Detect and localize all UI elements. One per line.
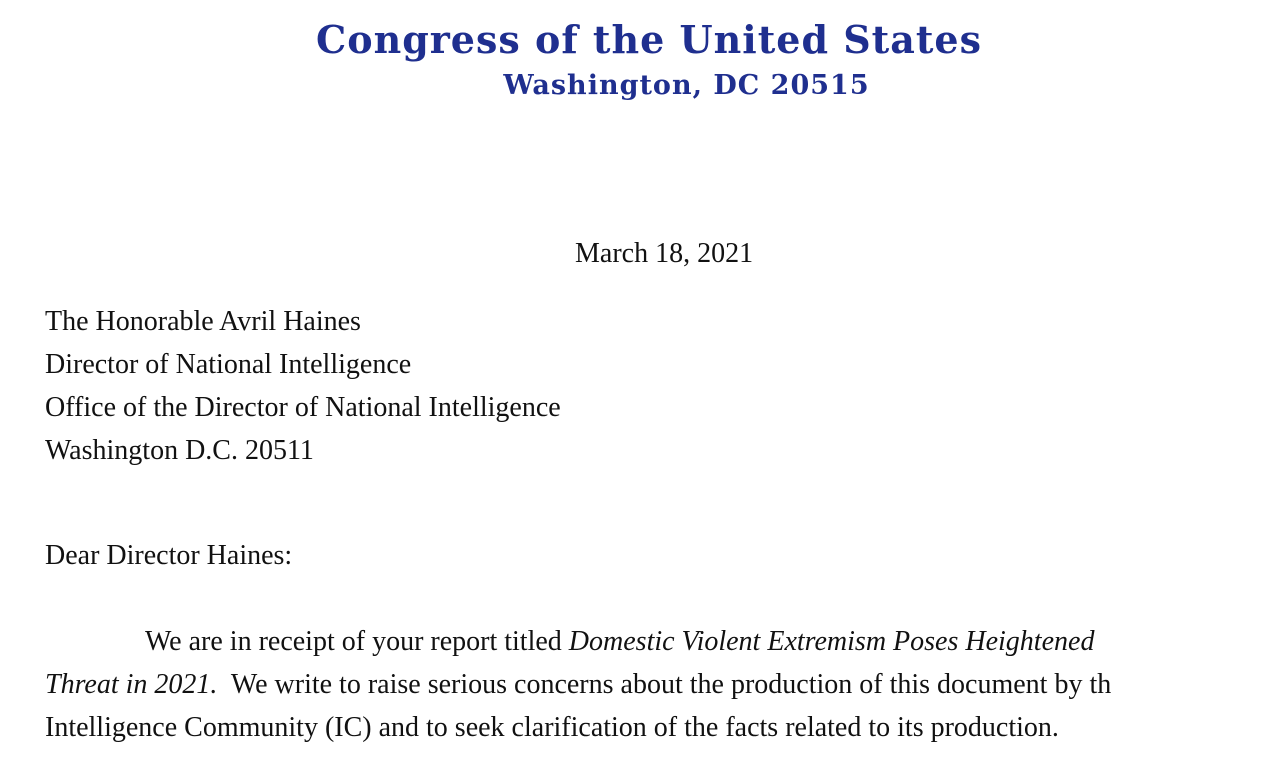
recipient-name: The Honorable Avril Haines — [45, 306, 361, 337]
body-line-1-text: We are in receipt of your report titled — [145, 626, 569, 657]
body-line-2 — [45, 663, 1278, 706]
letterhead-title: Congress of the United States — [316, 17, 982, 62]
body-paragraph — [45, 620, 1278, 749]
body-line-3: Intelligence Community (IC) and to seek clarification of the facts related to its production. — [45, 712, 1059, 743]
letterhead — [0, 14, 1278, 106]
recipient-office: Office of the Director of National Intelligence — [45, 392, 561, 423]
salutation: Dear Director Haines: — [45, 540, 293, 571]
recipient-title: Director of National Intelligence — [45, 349, 412, 380]
recipient-city: Washington D.C. 20511 — [45, 435, 314, 466]
body-line-2-text: We write to raise serious concerns about the production of this document by th — [217, 669, 1112, 700]
letterhead-subtitle: Washington, DC 20515 — [503, 70, 870, 101]
recipient-address — [45, 300, 561, 472]
body-line-1 — [45, 620, 1278, 663]
report-title-part-2: Threat in 2021. — [45, 669, 218, 700]
letter-date: March 18, 2021 — [575, 238, 754, 269]
report-title-part-1: Domestic Violent Extremism Poses Heightened — [568, 626, 1095, 657]
